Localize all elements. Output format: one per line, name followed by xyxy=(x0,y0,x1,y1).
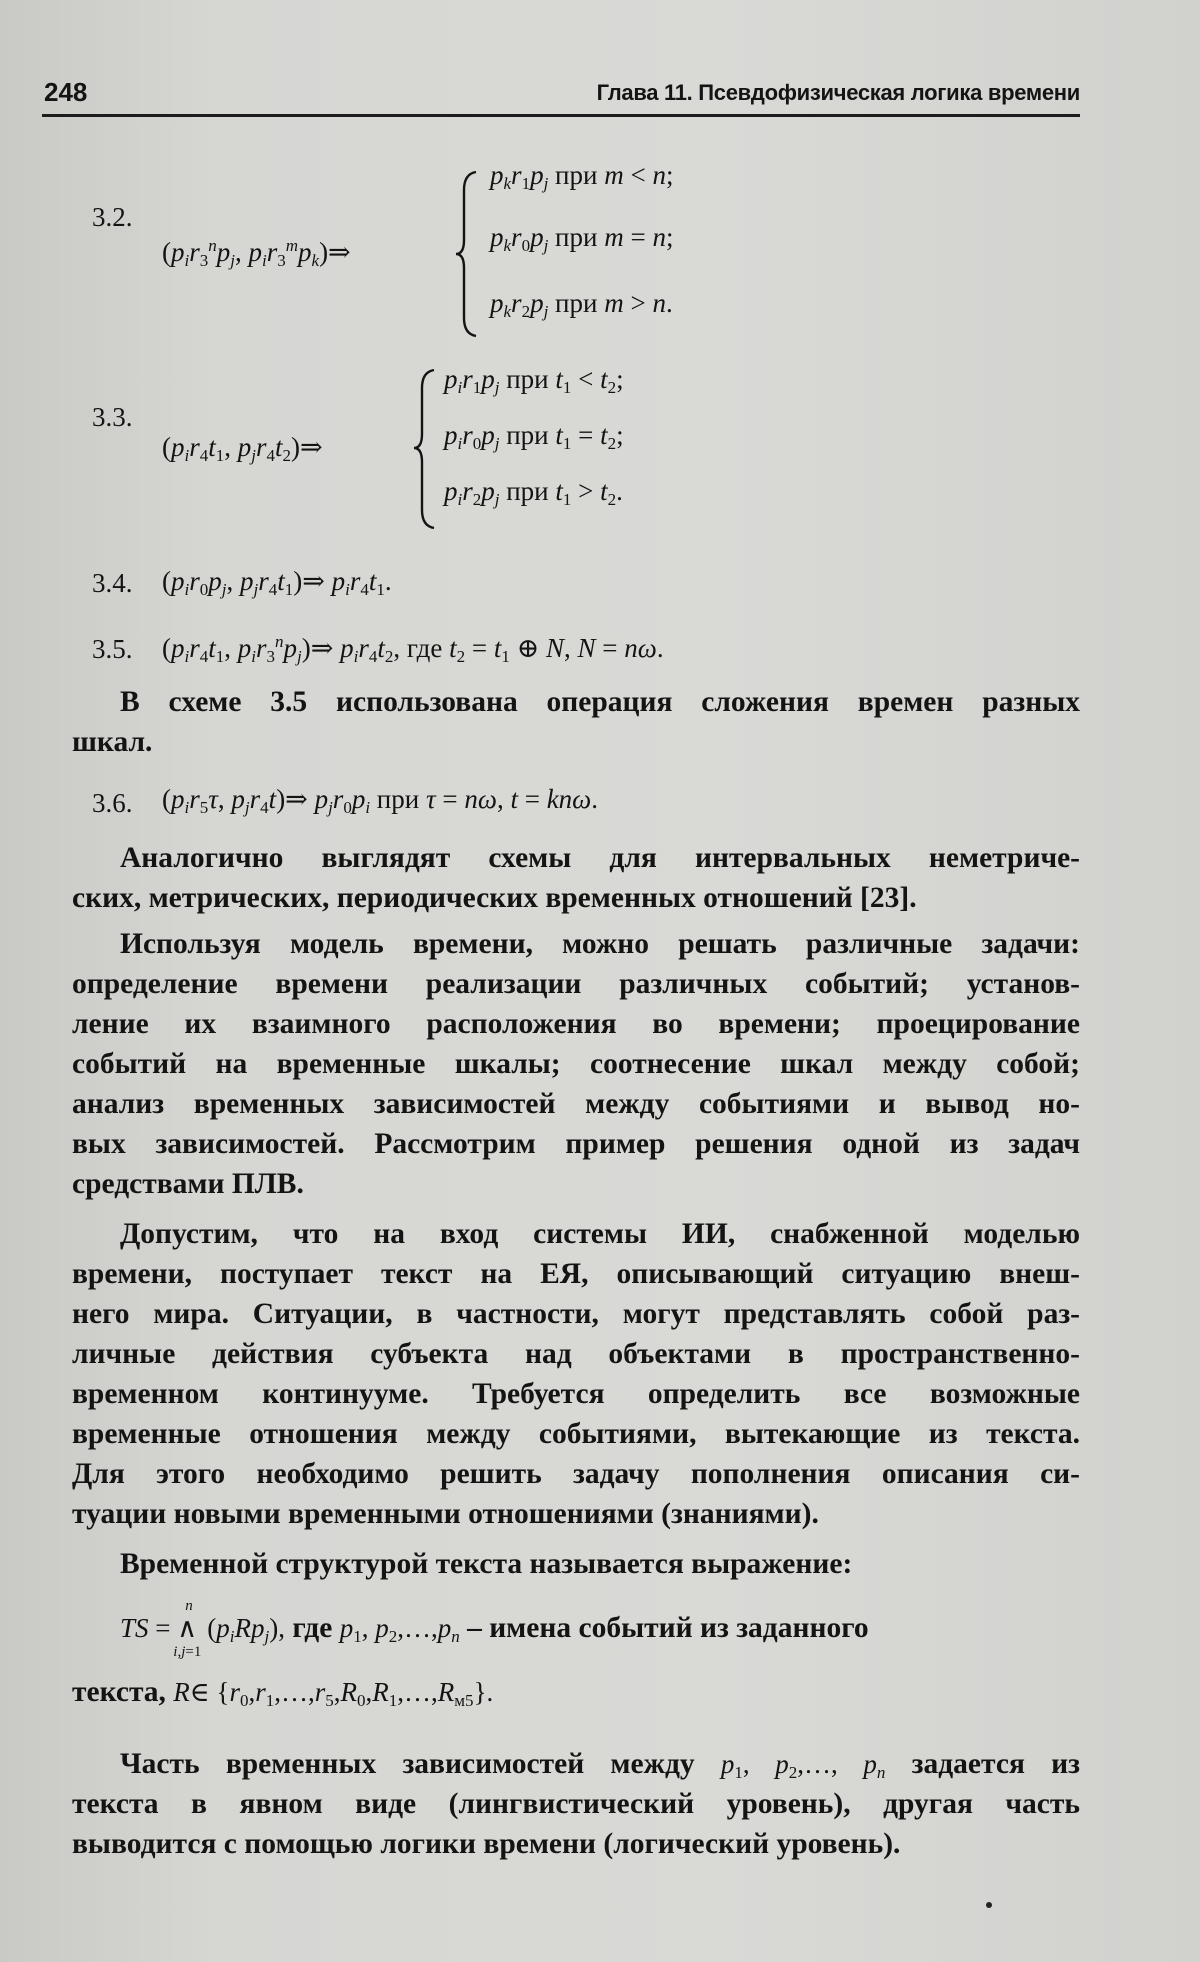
paragraph: Используя модель времени, можно решать различные задачи: определение времени реализации различных событий; установ- ление их взаимного расположения во времени; проецирование событий на временные шкалы; соотнесение шкал между собой; анализ временных зависимостей между событиями и вывод но- вых зависимостей. Рассмотрим пример решения одной из задач средствами ПЛВ. xyxy=(72,928,1080,1200)
scheme-lhs: ($p_ir_3^np_j$, $p_ir_3^mp_k)\Rightarrow$ xyxy=(162,236,351,270)
paragraph: Часть временных зависимостей между $p_1$, $p_2,\dots$, $p_n$ задается из текста в явном виде (лингвистический уровень), другая часть выводится с помощью логики времени (логический уровень). xyxy=(72,1748,1080,1860)
scheme-formula: ($p_ir_0p_j$, $p_jr_4t_1)\Rightarrow$ $p_ir_4t_1$. xyxy=(162,566,392,599)
ts-formula-line-2: текста, R∈ $\{r_0,r_1,\dots,r_5,R_0,R_1,\dots,R_{м5}\}$. xyxy=(72,1676,494,1710)
scheme-case: $p_kr_2p_j$ при m > n. xyxy=(490,288,673,321)
left-brace xyxy=(454,170,480,338)
scheme-lhs: ($p_ir_4t_1$, $p_jr_4t_2)\Rightarrow$ xyxy=(162,432,323,465)
scheme-number: 3.5. xyxy=(92,634,133,664)
scheme-case: $p_kr_1p_j$ при m < n; xyxy=(490,160,674,193)
scheme-3-3 xyxy=(92,364,792,544)
scheme-formula: ($p_ir_4t_1$, $p_ir_3^np_j)\Rightarrow$ $p_ir_4t_2$, где $t_2 = t_1$ ⊕ N, N = nω. xyxy=(162,632,664,666)
paragraph: В схеме 3.5 использована операция сложения времен разных шкал. xyxy=(72,686,1080,758)
page-mark xyxy=(986,1902,992,1908)
scheme-number: 3.4. xyxy=(92,568,133,598)
scheme-number: 3.6. xyxy=(92,788,133,818)
scheme-number: 3.2. xyxy=(92,202,133,232)
scheme-case: $p_ir_2p_j$ при $t_1 > t_2$. xyxy=(444,476,623,509)
scheme-case: $p_ir_1p_j$ при $t_1 < t_2$; xyxy=(444,364,624,397)
running-header xyxy=(42,58,1080,117)
scheme-case: $p_ir_0p_j$ при $t_1 = t_2$; xyxy=(444,420,624,453)
chapter-title: Глава 11. Псевдофизическая логика времени xyxy=(596,80,1080,105)
paragraph: Временной структурой текста называется выражение: xyxy=(120,1548,853,1580)
paragraph: Допустим, что на вход системы ИИ, снабженной моделью времени, поступает текст на ЕЯ, описывающий ситуацию внеш- него мира. Ситуации, в частности, могут представлять собой раз- личные действия субъекта над объектами в пространственно- временном континууме. Требуется определить все возможные временные отношения между событиями, вытекающие из текста. Для этого необходимо решить задачу пополнения описания си- туации новыми временными отношениями (знаниями). xyxy=(72,1218,1080,1530)
scheme-case: $p_kr_0p_j$ при m = n; xyxy=(490,222,674,255)
left-brace xyxy=(412,368,438,530)
page-number: 248 xyxy=(44,77,88,107)
scheme-3-2 xyxy=(92,160,792,340)
paragraph: Аналогично выглядят схемы для интервальных неметриче- ских, метрических, периодических временных отношений [23]. xyxy=(72,842,1080,914)
scheme-number: 3.3. xyxy=(92,402,133,432)
scheme-formula: ($p_ir_5\tau$, $p_jr_4t)\Rightarrow$ $p_jr_0p_i$ при τ = nω, t = knω. xyxy=(162,784,598,817)
ts-formula-line: TS = n ∧ i,j=1 $(p_iRp_j)$, где $p_1$, $p_2,\dots,p_n$ – имена событий из заданного xyxy=(120,1598,869,1660)
ts-tail: – имена событий из заданного xyxy=(467,1612,869,1644)
